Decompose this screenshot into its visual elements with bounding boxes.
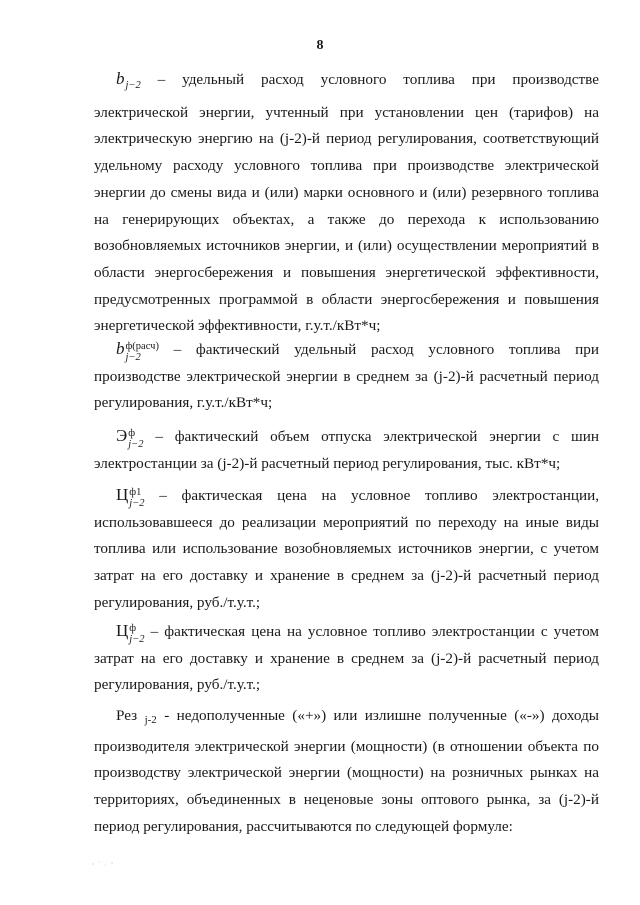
definition-price-f <box>94 618 599 699</box>
symbol-price-f-sup: ф <box>129 622 137 634</box>
symbol-price-f-sub: j−2 <box>129 634 145 645</box>
definition-rez-text: - недополученные («+») или излишне полученные («-») доходы производителя электрической энергии (мощности) (в отношении объекта по производству электрической энергии (мощности) на розничных рынках на территориях, объединенных в неценовые зоны оптового рынка, за (j-2)-й период регулирования, рассчитываются по следующей формуле: <box>94 707 599 835</box>
symbol-b: b <box>116 69 125 88</box>
definition-price-f1-text: – фактическая цена на условное топливо электростанции, использовавшееся до реализации мероприятий по переходу на иные виды топлива или использование возобновляемых источников энергии, с учетом затрат на его доставку и хранение в среднем за (j-2)-й расчетный период регулирования, руб./т.у.т.; <box>94 487 599 611</box>
definition-price-f-text: – фактическая цена на условное топливо электростанции с учетом затрат на его доставку и хранение в среднем за (j-2)-й расчетный период регулирования, руб./т.у.т.; <box>94 623 600 694</box>
symbol-price-f1: Ц <box>116 485 129 504</box>
definition-b <box>94 66 599 340</box>
symbol-b-fact-sub: j−2 <box>125 352 141 363</box>
symbol-e-fact-sub: j−2 <box>128 439 144 450</box>
symbol-price-f1-sub: j−2 <box>129 498 145 509</box>
definition-b-fact-text: – фактический удельный расход условного топлива при производстве электрической энергии в среднем за (j-2)-й расчетный период регулирования, г.у.т./кВт*ч; <box>94 341 599 412</box>
definition-price-f1 <box>94 482 599 617</box>
symbol-b-fact-sup: ф(расч) <box>125 340 159 352</box>
definition-e-fact <box>94 423 599 477</box>
symbol-price-f: Ц <box>116 621 129 640</box>
page-number: 8 <box>316 38 324 53</box>
symbol-e-fact-sup: ф <box>128 427 136 439</box>
definition-b-text: – удельный расход условного топлива при производстве электрической энергии, учтенный при установлении цен (тарифов) на электрическую энергию на (j-2)-й период регулирования, соответствующий удельному расходу условного топлива при производстве электрической энергии до смены вида и (или) марки основного и (или) резервного топлива на генерирующих объектах, а также до перехода к использованию возобновляемых источников энергии, и (или) осуществлении мероприятий в области энергосбережения и повышения энергетической эффективности, предусмотренных программой в области энергосбережения и повышения энергетической эффективности, г.у.т./кВт*ч; <box>94 71 600 335</box>
symbol-rez-sub: j-2 <box>144 714 157 726</box>
definition-b-fact <box>94 336 599 417</box>
definition-rez <box>94 703 599 841</box>
symbol-price-f1-sup: ф1 <box>129 486 142 498</box>
symbol-b-sub: j−2 <box>125 80 141 91</box>
symbol-e-fact: Э <box>116 426 128 445</box>
symbol-b-fact: b <box>116 339 125 358</box>
symbol-rez: Рез <box>116 707 138 724</box>
scan-noise-marks <box>90 858 130 868</box>
definition-e-fact-text: – фактический объем отпуска электрической энергии с шин электростанции за (j-2)-й расчетный период регулирования, тыс. кВт*ч; <box>94 428 599 472</box>
